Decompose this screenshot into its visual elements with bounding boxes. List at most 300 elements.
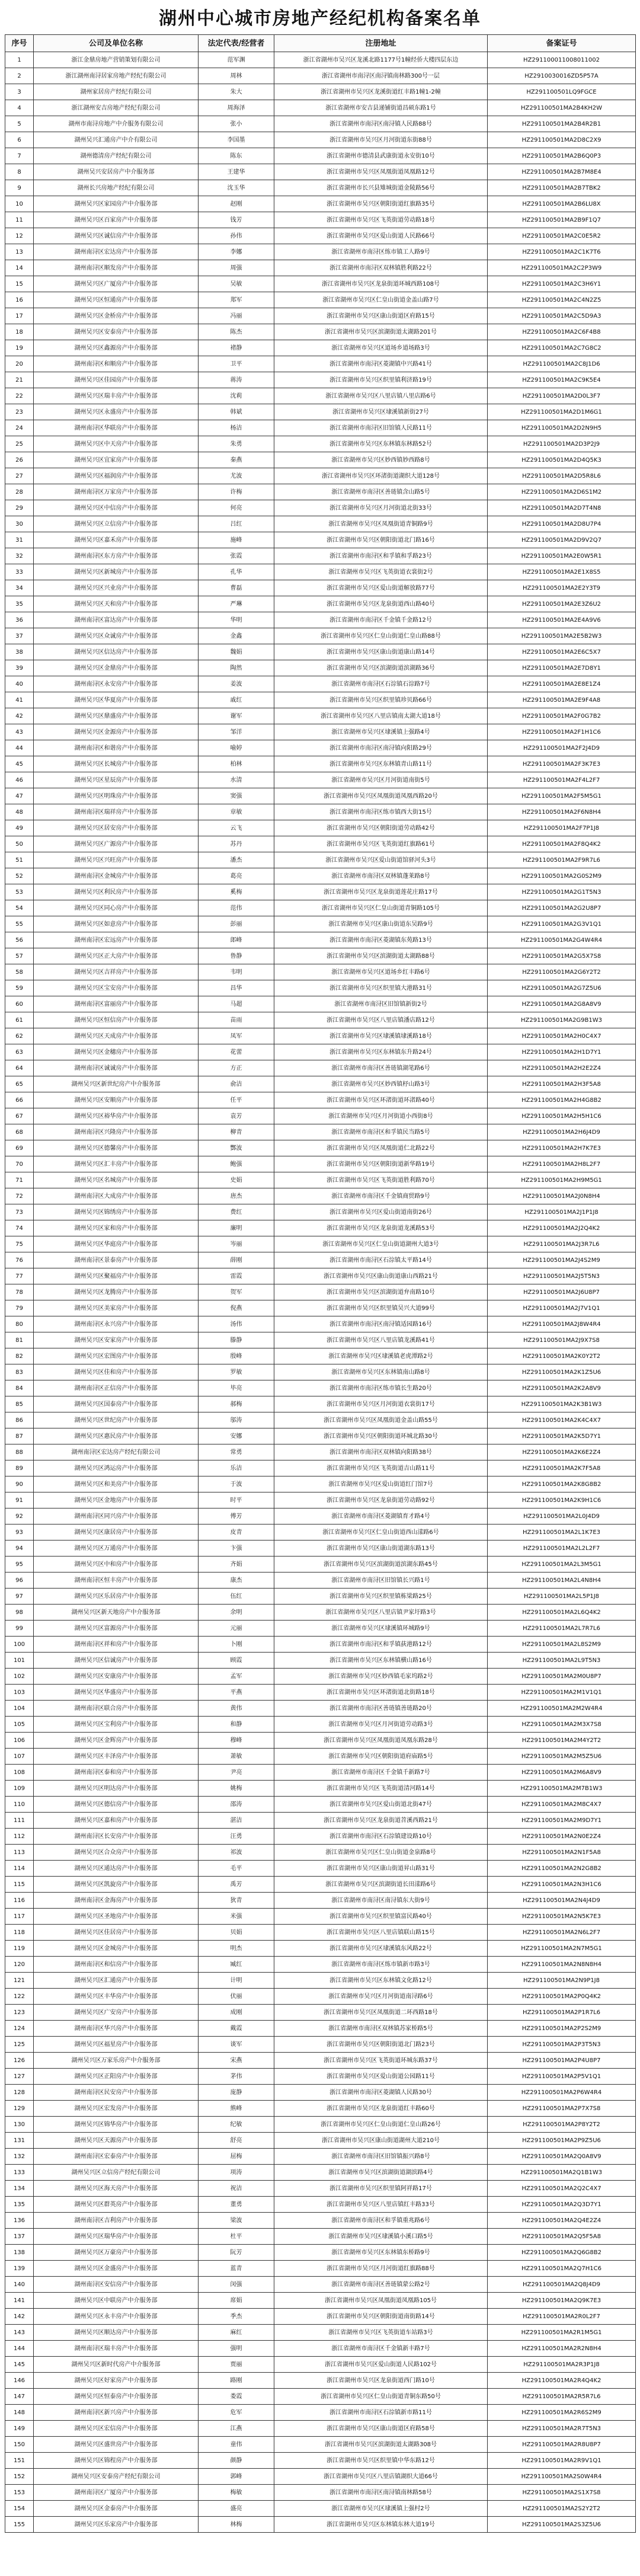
cell-address: 浙江省湖州市吴兴区织里镇大港路31号 xyxy=(274,980,488,996)
cell-address: 浙江省湖州市吴兴区月河街道东街88号 xyxy=(274,132,488,148)
cell-company: 湖州南浔区恒丰房产中介服务部 xyxy=(34,1573,199,1589)
cell-record-number: HZ291100501MA2R3P1J8 xyxy=(488,2357,636,2373)
cell-company: 湖州吴兴区居安房产中介服务部 xyxy=(34,820,199,836)
table-row xyxy=(5,1444,636,1460)
cell-company: 湖州吴兴区金源房产中介服务部 xyxy=(34,724,199,740)
table-row xyxy=(5,1749,636,1765)
cell-index: 119 xyxy=(5,1941,34,1957)
cell-address: 浙江省湖州市吴兴区仁皇山街道金泉路8号 xyxy=(274,1845,488,1861)
cell-record-number: HZ291100501MA2B6Q0P3 xyxy=(488,148,636,164)
cell-index: 5 xyxy=(5,116,34,132)
cell-company: 湖州吴兴区恒通房产中介服务部 xyxy=(34,292,199,308)
table-row xyxy=(5,1044,636,1060)
cell-index: 53 xyxy=(5,884,34,900)
cell-record-number: HZ291100501MA2K0Y2T2 xyxy=(488,1348,636,1364)
cell-address: 浙江省湖州市吴兴区朝阳街道环城北路30号 xyxy=(274,1428,488,1444)
cell-record-number: HZ291100501MA2L1K7E3 xyxy=(488,1524,636,1541)
cell-index: 122 xyxy=(5,1989,34,2005)
cell-address: 浙江省湖州市吴兴区龙泉街道西门路10号 xyxy=(274,2373,488,2389)
table-row xyxy=(5,628,636,644)
cell-company: 湖州吴兴区福润房产中介服务部 xyxy=(34,468,199,484)
table-row xyxy=(5,1204,636,1220)
cell-company: 湖州吴兴区宏发房产中介服务部 xyxy=(34,2101,199,2117)
cell-index: 93 xyxy=(5,1524,34,1541)
cell-record-number: HZ291100501MA2G8A8V9 xyxy=(488,996,636,1012)
cell-address: 浙江省湖州市吴兴区飞英街道衣裳街2号 xyxy=(274,564,488,580)
cell-index: 123 xyxy=(5,2005,34,2021)
cell-index: 152 xyxy=(5,2469,34,2485)
cell-representative: 赵刚 xyxy=(199,196,274,212)
header-address: 注册地址 xyxy=(274,35,488,52)
cell-company: 浙江金鼎房地产营销策划有限公司 xyxy=(34,52,199,68)
table-row xyxy=(5,980,636,996)
cell-record-number: HZ291100501MA2P2S2M9 xyxy=(488,2021,636,2037)
cell-address: 浙江省湖州市吴兴区朝阳街道府庙路5号 xyxy=(274,1749,488,1765)
cell-record-number: HZ291100501MA2E0W5R1 xyxy=(488,548,636,564)
table-row xyxy=(5,228,636,244)
cell-company: 湖州吴兴区家园房产中介服务部 xyxy=(34,196,199,212)
cell-address: 浙江省湖州市吴兴区东林镇文化路12号 xyxy=(274,1973,488,1989)
cell-address: 浙江省湖州市吴兴区八里店镇潘店路12号 xyxy=(274,1012,488,1028)
cell-company: 湖州南浔区宏达房产中介服务部 xyxy=(34,244,199,260)
cell-record-number: HZ291100501MA2K9H1C6 xyxy=(488,1492,636,1508)
table-row xyxy=(5,1925,636,1941)
table-row xyxy=(5,2469,636,2485)
cell-address: 浙江省湖州市吴兴区埭溪镇新街27号 xyxy=(274,404,488,420)
cell-company: 湖州吴兴区金鼎房产中介服务部 xyxy=(34,660,199,676)
cell-index: 128 xyxy=(5,2085,34,2101)
header-index: 序号 xyxy=(5,35,34,52)
cell-record-number: HZ291100501MA2J7V1Q1 xyxy=(488,1300,636,1316)
cell-representative: 周海泽 xyxy=(199,100,274,116)
cell-company: 湖州吴兴区龙腾房产中介服务部 xyxy=(34,1284,199,1300)
cell-address: 浙江省湖州市吴兴区飞英街道环城东路37号 xyxy=(274,2053,488,2069)
cell-company: 湖州吴兴区同心房产中介服务部 xyxy=(34,900,199,916)
cell-company: 湖州吴兴区锦华房产中介服务部 xyxy=(34,2117,199,2133)
cell-address: 浙江省湖州市吴兴区东林镇东林大道19号 xyxy=(274,2517,488,2533)
cell-index: 39 xyxy=(5,660,34,676)
cell-address: 浙江省湖州市南浔区旧馆镇振兴路8号 xyxy=(274,2149,488,2165)
cell-record-number: HZ291100501MA2P0Q4K2 xyxy=(488,1989,636,2005)
cell-index: 89 xyxy=(5,1460,34,1476)
table-row xyxy=(5,1941,636,1957)
cell-address: 浙江省湖州市南浔区旧馆镇新街2号 xyxy=(274,996,488,1012)
cell-representative: 任平 xyxy=(199,1092,274,1108)
cell-address: 浙江省湖州市吴兴区东林镇东林路52号 xyxy=(274,436,488,452)
cell-representative: 安娜 xyxy=(199,1428,274,1444)
cell-address: 浙江省湖州市吴兴区爱山街道北街47号 xyxy=(274,1797,488,1813)
table-row xyxy=(5,1284,636,1300)
cell-address: 浙江省湖州市南浔区旧馆镇人民路11号 xyxy=(274,420,488,436)
table-row xyxy=(5,2389,636,2405)
cell-representative: 蓝青 xyxy=(199,2261,274,2277)
cell-index: 126 xyxy=(5,2053,34,2069)
cell-record-number: HZ291100501MA2B6LU8X xyxy=(488,196,636,212)
cell-index: 81 xyxy=(5,1332,34,1348)
cell-record-number: HZ291100501MA2R2N8H4 xyxy=(488,2341,636,2357)
table-row xyxy=(5,692,636,708)
cell-company: 湖州市南浔房地产中介服务有限公司 xyxy=(34,116,199,132)
table-row xyxy=(5,1893,636,1909)
cell-index: 131 xyxy=(5,2133,34,2149)
table-row xyxy=(5,1717,636,1733)
cell-record-number: HZ291100501MA2R1M5G1 xyxy=(488,2325,636,2341)
cell-address: 浙江省湖州市吴兴区康山街道昇山路31号 xyxy=(274,1861,488,1877)
cell-company: 湖州南浔区同兴房产中介服务部 xyxy=(34,1508,199,1524)
cell-address: 浙江省湖州市吴兴区环渚街道北街路18号 xyxy=(274,1685,488,1701)
cell-index: 91 xyxy=(5,1492,34,1508)
cell-record-number: HZ291100501MA2H9M5G1 xyxy=(488,1172,636,1188)
cell-index: 37 xyxy=(5,628,34,644)
cell-index: 26 xyxy=(5,452,34,468)
cell-company: 湖州吴兴区百家房产中介服务部 xyxy=(34,212,199,228)
cell-representative: 韦明 xyxy=(199,964,274,980)
cell-index: 148 xyxy=(5,2405,34,2421)
cell-company: 湖州吴兴区金盛房产中介服务部 xyxy=(34,2261,199,2277)
cell-representative: 戴霞 xyxy=(199,2021,274,2037)
cell-record-number: HZ291100501MA2E8E1Z4 xyxy=(488,676,636,692)
cell-address: 浙江省湖州市吴兴区月河街道衣裳街17号 xyxy=(274,1396,488,1412)
cell-address: 浙江省湖州市吴兴区东林镇青山路11号 xyxy=(274,756,488,772)
cell-record-number: HZ291100501MA2H4G8B2 xyxy=(488,1092,636,1108)
cell-representative: 杜平 xyxy=(199,2229,274,2245)
cell-representative: 倪燕 xyxy=(199,1300,274,1316)
cell-address: 浙江省湖州市吴兴区飞英街道车站路3号 xyxy=(274,2325,488,2341)
cell-company: 湖州吴兴区明达房产中介服务部 xyxy=(34,1781,199,1797)
cell-company: 湖州吴兴区嘉禾房产中介服务部 xyxy=(34,532,199,548)
cell-record-number: HZ291100501MA2B4KH2W xyxy=(488,100,636,116)
cell-index: 71 xyxy=(5,1172,34,1188)
cell-representative: 席娟 xyxy=(199,2293,274,2309)
cell-company: 湖州吴兴区立信房产中介服务部 xyxy=(34,516,199,532)
cell-address: 浙江省湖州市南浔区南浔镇南林路300号一层 xyxy=(274,68,488,84)
cell-representative: 和静 xyxy=(199,1717,274,1733)
cell-representative: 贺军 xyxy=(199,1284,274,1300)
cell-representative: 娄霞 xyxy=(199,2389,274,2405)
cell-address: 浙江省湖州市吴兴区龙泉街道环城西路108号 xyxy=(274,276,488,292)
cell-company: 湖州吴兴区聚福房产中介服务部 xyxy=(34,1268,199,1284)
cell-representative: 皮青 xyxy=(199,1524,274,1541)
cell-record-number: HZ291100501MA2G4W4R4 xyxy=(488,932,636,948)
table-row xyxy=(5,1861,636,1877)
cell-record-number: HZ291100501MA2P9Z5U6 xyxy=(488,2133,636,2149)
cell-index: 54 xyxy=(5,900,34,916)
cell-index: 129 xyxy=(5,2101,34,2117)
cell-record-number: HZ291100501MA2H8L2F7 xyxy=(488,1156,636,1172)
cell-representative: 颜静 xyxy=(199,2453,274,2469)
cell-company: 湖州南浔区富达房产中介服务部 xyxy=(34,612,199,628)
table-row xyxy=(5,1428,636,1444)
table-row xyxy=(5,1476,636,1492)
cell-company: 湖州南浔区新兴房产中介服务部 xyxy=(34,2405,199,2421)
table-row xyxy=(5,2213,636,2229)
table-row xyxy=(5,2501,636,2517)
table-row xyxy=(5,1957,636,1973)
cell-representative: 郝梅 xyxy=(199,1396,274,1412)
cell-index: 149 xyxy=(5,2421,34,2437)
cell-index: 22 xyxy=(5,388,34,404)
cell-representative: 尹亮 xyxy=(199,1765,274,1781)
cell-representative: 平燕 xyxy=(199,1685,274,1701)
cell-representative: 花蕾 xyxy=(199,1044,274,1060)
cell-index: 100 xyxy=(5,1637,34,1653)
cell-address: 浙江省湖州市吴兴区康山街道康山路14号 xyxy=(274,644,488,660)
cell-representative: 吕红 xyxy=(199,516,274,532)
cell-index: 114 xyxy=(5,1861,34,1877)
cell-index: 106 xyxy=(5,1733,34,1749)
table-row xyxy=(5,2357,636,2373)
cell-address: 浙江省湖州市吴兴区仁皇山街道青铜东路50号 xyxy=(274,2389,488,2405)
cell-index: 1 xyxy=(5,52,34,68)
cell-index: 44 xyxy=(5,740,34,756)
cell-representative: 麻红 xyxy=(199,2325,274,2341)
cell-company: 湖州吴兴区瑞丰房产中介服务部 xyxy=(34,388,199,404)
cell-representative: 顾霞 xyxy=(199,1653,274,1669)
cell-representative: 邬涛 xyxy=(199,1412,274,1428)
cell-address: 浙江省湖州市吴兴区爱山街道人民路66号 xyxy=(274,228,488,244)
cell-index: 23 xyxy=(5,404,34,420)
cell-index: 140 xyxy=(5,2277,34,2293)
cell-company: 湖州南浔区大成房产中介服务部 xyxy=(34,1188,199,1204)
cell-index: 29 xyxy=(5,500,34,516)
cell-representative: 董勇 xyxy=(199,2197,274,2213)
cell-representative: 路刚 xyxy=(199,2373,274,2389)
cell-company: 湖州吴兴区新世纪房产中介服务部 xyxy=(34,1076,199,1092)
cell-record-number: HZ291100501MA2P7X7S8 xyxy=(488,2101,636,2117)
cell-representative: 穆峰 xyxy=(199,1733,274,1749)
cell-index: 35 xyxy=(5,596,34,612)
table-row xyxy=(5,2037,636,2053)
cell-representative: 邵涛 xyxy=(199,1797,274,1813)
cell-address: 浙江省湖州市吴兴区朝阳街道南街路14号 xyxy=(274,2309,488,2325)
cell-company: 湖州南浔区顺发房产中介服务部 xyxy=(34,260,199,276)
cell-index: 103 xyxy=(5,1685,34,1701)
table-row xyxy=(5,260,636,276)
cell-representative: 孟军 xyxy=(199,1669,274,1685)
cell-index: 70 xyxy=(5,1156,34,1172)
cell-address: 浙江省湖州市吴兴区凤凰街道青铜路9号 xyxy=(274,516,488,532)
cell-address: 浙江省湖州市吴兴区织里镇珍贝路66号 xyxy=(274,692,488,708)
cell-representative: 郑军 xyxy=(199,292,274,308)
cell-address: 浙江省湖州市吴兴区八里店镇联山路15号 xyxy=(274,1925,488,1941)
table-row xyxy=(5,1573,636,1589)
cell-address: 浙江省湖州市吴兴区八里店镇湖织大道66号 xyxy=(274,2469,488,2485)
cell-index: 28 xyxy=(5,484,34,500)
cell-index: 9 xyxy=(5,180,34,196)
cell-record-number: HZ291100501MA2J1P1J8 xyxy=(488,1204,636,1220)
cell-record-number: HZ291100501MA2C8J1D6 xyxy=(488,356,636,372)
cell-record-number: HZ291100501MA2P4U8P7 xyxy=(488,2053,636,2069)
cell-company: 湖州吴兴区和美房产中介服务部 xyxy=(34,1476,199,1492)
cell-address: 浙江省湖州市南浔区练市镇西大街15号 xyxy=(274,804,488,820)
cell-company: 湖州南浔区诚诚房产中介服务部 xyxy=(34,1060,199,1076)
cell-representative: 米强 xyxy=(199,1909,274,1925)
cell-index: 108 xyxy=(5,1765,34,1781)
cell-index: 120 xyxy=(5,1957,34,1973)
cell-record-number: HZ291100501MA2C1K7T6 xyxy=(488,244,636,260)
cell-company: 湖州吴兴区宝利房产中介服务部 xyxy=(34,1717,199,1733)
cell-index: 99 xyxy=(5,1621,34,1637)
cell-record-number: HZ291100501MA2S0W4R4 xyxy=(488,2469,636,2485)
cell-index: 62 xyxy=(5,1028,34,1044)
table-row xyxy=(5,1765,636,1781)
cell-company: 湖州吴兴区锦程房产中介服务部 xyxy=(34,2453,199,2469)
table-row xyxy=(5,2437,636,2453)
table-row xyxy=(5,2165,636,2181)
cell-address: 浙江省湖州市南浔区善琏镇蒙公路2号 xyxy=(274,2277,488,2293)
cell-address: 浙江省湖州市吴兴区滨湖街道长田漾路6号 xyxy=(274,1877,488,1893)
cell-company: 湖州吴兴区安家房产中介服务部 xyxy=(34,1332,199,1348)
cell-address: 浙江省湖州市吴兴区凤凰街道二环西路18号 xyxy=(274,2005,488,2021)
table-row xyxy=(5,100,636,116)
cell-record-number: HZ291100501MA2J8W4R4 xyxy=(488,1316,636,1332)
cell-representative: 屈梅 xyxy=(199,2149,274,2165)
header-company: 公司及单位名称 xyxy=(34,35,199,52)
cell-company: 湖州吴兴区乐家房产中介服务部 xyxy=(34,2517,199,2533)
table-row xyxy=(5,804,636,820)
cell-index: 130 xyxy=(5,2117,34,2133)
cell-representative: 严琳 xyxy=(199,596,274,612)
cell-address: 浙江省湖州市吴兴区爱山街道南街26号 xyxy=(274,1204,488,1220)
cell-company: 湖州吴兴区福星房产中介服务部 xyxy=(34,2037,199,2053)
cell-representative: 郭峰 xyxy=(199,2469,274,2485)
table-row xyxy=(5,2373,636,2389)
cell-company: 湖州吴兴区佳居房产中介服务部 xyxy=(34,1925,199,1941)
cell-record-number: HZ291100501MA2D0L3F7 xyxy=(488,388,636,404)
cell-company: 湖州长兴房地产经纪有限公司 xyxy=(34,180,199,196)
table-row xyxy=(5,2021,636,2037)
cell-company: 湖州吴兴区群英房产中介服务部 xyxy=(34,2197,199,2213)
cell-company: 湖州吴兴区富源房产中介服务部 xyxy=(34,1621,199,1637)
cell-company: 湖州吴兴区瑞华房产中介服务部 xyxy=(34,2229,199,2245)
cell-address: 浙江省湖州市吴兴区滨湖街道太湖路88号 xyxy=(274,948,488,964)
cell-address: 浙江省湖州市吴兴区道场乡道场路3号 xyxy=(274,340,488,356)
cell-index: 107 xyxy=(5,1749,34,1765)
cell-representative: 季杰 xyxy=(199,2309,274,2325)
cell-index: 97 xyxy=(5,1589,34,1605)
table-row xyxy=(5,1524,636,1541)
table-row xyxy=(5,916,636,932)
table-row xyxy=(5,404,636,420)
cell-representative: 陈杰 xyxy=(199,324,274,340)
cell-company: 湖州吴兴区新时代房产中介服务部 xyxy=(34,2357,199,2373)
cell-index: 139 xyxy=(5,2261,34,2277)
cell-representative: 雷霞 xyxy=(199,1268,274,1284)
cell-index: 36 xyxy=(5,612,34,628)
cell-representative: 常勇 xyxy=(199,1444,274,1460)
cell-record-number: HZ291100501MA2P3T5N3 xyxy=(488,2037,636,2053)
cell-representative: 郎峰 xyxy=(199,932,274,948)
cell-record-number: HZ291100501MA2L5P1J8 xyxy=(488,1589,636,1605)
cell-record-number: HZ291100501MA2E5B2W3 xyxy=(488,628,636,644)
cell-company: 湖州吴兴区广厦房产中介服务部 xyxy=(34,276,199,292)
cell-representative: 臧红 xyxy=(199,1957,274,1973)
cell-index: 118 xyxy=(5,1925,34,1941)
cell-representative: 许梅 xyxy=(199,484,274,500)
cell-representative: 云飞 xyxy=(199,820,274,836)
cell-company: 湖州南浔区宏泰房产中介服务部 xyxy=(34,2149,199,2165)
cell-company: 湖州吴兴区汇丰房产中介服务部 xyxy=(34,1156,199,1172)
cell-representative: 鲍强 xyxy=(199,1156,274,1172)
cell-representative: 熊峰 xyxy=(199,2101,274,2117)
table-row xyxy=(5,1797,636,1813)
cell-representative: 纪敏 xyxy=(199,2117,274,2133)
table-row xyxy=(5,772,636,788)
cell-representative: 于波 xyxy=(199,1476,274,1492)
cell-index: 95 xyxy=(5,1557,34,1573)
table-row xyxy=(5,1637,636,1653)
cell-representative: 杨洁 xyxy=(199,420,274,436)
cell-address: 浙江省湖州市吴兴区龙泉街道莲花庄路17号 xyxy=(274,884,488,900)
cell-address: 浙江省湖州市吴兴区朝阳街道北门路23号 xyxy=(274,2037,488,2053)
cell-address: 浙江省湖州市吴兴区朝阳街道新华路19号 xyxy=(274,1156,488,1172)
cell-index: 136 xyxy=(5,2213,34,2229)
cell-representative: 金鑫 xyxy=(199,628,274,644)
cell-company: 湖州吴兴区合众房产中介服务部 xyxy=(34,1845,199,1861)
cell-company: 湖州吴兴区丰泽房产中介服务部 xyxy=(34,1749,199,1765)
cell-company: 湖州吴兴区中天房产中介服务部 xyxy=(34,436,199,452)
cell-company: 湖州吴兴区锦绣房产中介服务部 xyxy=(34,1204,199,1220)
table-row xyxy=(5,596,636,612)
cell-company: 湖州吴兴区宏图房产中介服务部 xyxy=(34,1348,199,1364)
cell-address: 浙江省湖州市吴兴区妙西镇妙西路8号 xyxy=(274,452,488,468)
cell-representative: 时平 xyxy=(199,1492,274,1508)
cell-representative: 周强 xyxy=(199,260,274,276)
cell-address: 浙江省湖州市南浔区练市镇长生路20号 xyxy=(274,1380,488,1396)
cell-index: 61 xyxy=(5,1012,34,1028)
cell-index: 124 xyxy=(5,2021,34,2037)
cell-record-number: HZ291100501MA2B4R2B1 xyxy=(488,116,636,132)
cell-index: 80 xyxy=(5,1316,34,1332)
cell-address: 浙江省湖州市南浔区和孚镇和孚路23号 xyxy=(274,548,488,564)
cell-company: 湖州吴兴区凯旋房产中介服务部 xyxy=(34,1877,199,1893)
cell-index: 88 xyxy=(5,1444,34,1460)
cell-index: 34 xyxy=(5,580,34,596)
cell-index: 84 xyxy=(5,1380,34,1396)
table-row xyxy=(5,2517,636,2533)
table-row xyxy=(5,276,636,292)
cell-company: 湖州吴兴区恒泰房产中介服务部 xyxy=(34,2389,199,2405)
cell-record-number: HZ291100501MA2Q9K7E3 xyxy=(488,2293,636,2309)
cell-representative: 祝洁 xyxy=(199,2181,274,2197)
cell-representative: 王建华 xyxy=(199,164,274,180)
cell-index: 112 xyxy=(5,1829,34,1845)
cell-record-number: HZ291100501MA2K3B1W3 xyxy=(488,1396,636,1412)
cell-record-number: HZ291100501MA2G2U8P7 xyxy=(488,900,636,916)
cell-record-number: HZ291100501MA2P1R7L6 xyxy=(488,2005,636,2021)
cell-company: 湖州吴兴区永丰房产中介服务部 xyxy=(34,2309,199,2325)
cell-company: 湖州南浔区和信房产中介服务部 xyxy=(34,1957,199,1973)
cell-representative: 成刚 xyxy=(199,2005,274,2021)
cell-record-number: HZ291100501MA2D2N9H5 xyxy=(488,420,636,436)
cell-company: 湖州吴兴区华夏房产中介服务部 xyxy=(34,692,199,708)
cell-address: 浙江省湖州市吴兴区月河街道南浔路6号 xyxy=(274,1989,488,2005)
cell-index: 137 xyxy=(5,2229,34,2245)
cell-index: 145 xyxy=(5,2357,34,2373)
cell-index: 109 xyxy=(5,1781,34,1797)
cell-company: 湖州吴兴区安顺房产中介服务部 xyxy=(34,1092,199,1108)
cell-representative: 祁波 xyxy=(199,1845,274,1861)
table-row xyxy=(5,900,636,916)
cell-index: 125 xyxy=(5,2037,34,2053)
cell-index: 2 xyxy=(5,68,34,84)
cell-representative: 明杰 xyxy=(199,1941,274,1957)
agency-table xyxy=(5,34,636,2533)
table-row xyxy=(5,484,636,500)
cell-address: 浙江省湖州市吴兴区滨湖街道弁南路10号 xyxy=(274,1284,488,1300)
table-row xyxy=(5,1124,636,1140)
cell-company: 湖州吴兴区新天地房产中介服务部 xyxy=(34,1605,199,1621)
